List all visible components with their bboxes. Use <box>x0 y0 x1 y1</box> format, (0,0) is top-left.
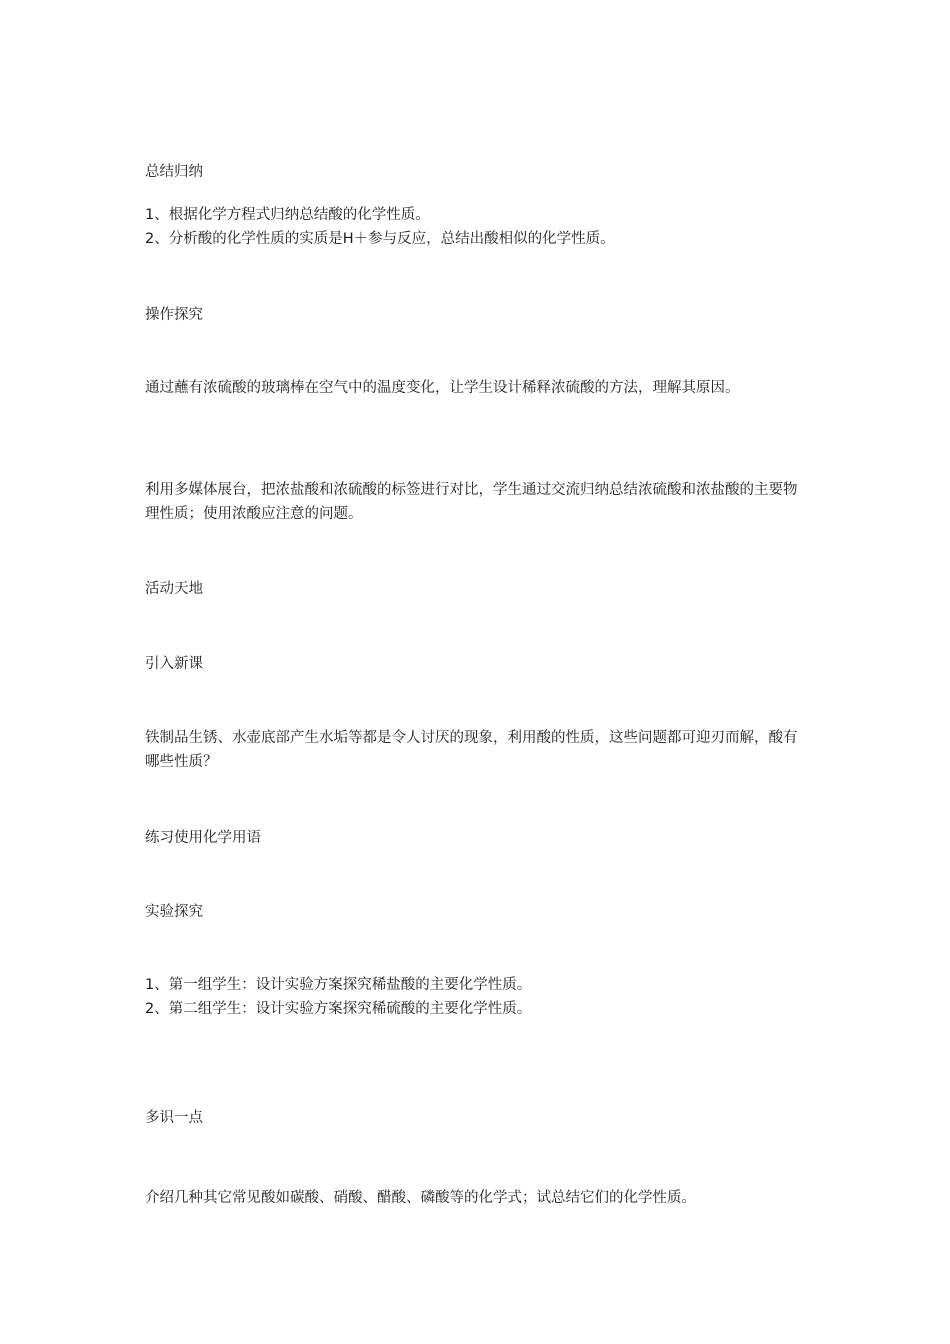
heading-learn-more: 多识一点 <box>145 1110 203 1126</box>
heading-summary: 总结归纳 <box>145 164 203 180</box>
heading-chemical-language: 练习使用化学用语 <box>145 830 261 846</box>
heading-operation-inquiry: 操作探究 <box>145 307 203 323</box>
heading-new-lesson: 引入新课 <box>145 656 203 672</box>
heading-activity: 活动天地 <box>145 581 203 597</box>
paragraph-common-acids: 介绍几种其它常见酸如碳酸、硝酸、醋酸、磷酸等的化学式；试总结它们的化学性质。 <box>145 1190 696 1206</box>
summary-item-2: 2、分析酸的化学性质的实质是H＋参与反应，总结出酸相似的化学性质。 <box>145 231 615 247</box>
paragraph-label-comparison: 利用多媒体展台，把浓盐酸和浓硫酸的标签进行对比，学生通过交流归纳总结浓硫酸和浓盐酸的主要物理性质；使用浓酸应注意的问题。 <box>145 482 798 522</box>
summary-list <box>145 203 810 251</box>
paragraph-glass-rod: 通过蘸有浓硫酸的玻璃棒在空气中的温度变化，让学生设计稀释浓硫酸的方法，理解其原因。 <box>145 380 740 396</box>
summary-item-1: 1、根据化学方程式归纳总结酸的化学性质。 <box>145 207 430 223</box>
experiment-list <box>145 973 810 1021</box>
experiment-item-2: 2、第二组学生：设计实验方案探究稀硫酸的主要化学性质。 <box>145 1001 532 1017</box>
heading-experiment-inquiry: 实验探究 <box>145 904 203 920</box>
experiment-item-1: 1、第一组学生：设计实验方案探究稀盐酸的主要化学性质。 <box>145 977 532 993</box>
paragraph-rust-scale: 铁制品生锈、水壶底部产生水垢等都是令人讨厌的现象，利用酸的性质，这些问题都可迎刃而解，酸有哪些性质？ <box>145 730 798 770</box>
